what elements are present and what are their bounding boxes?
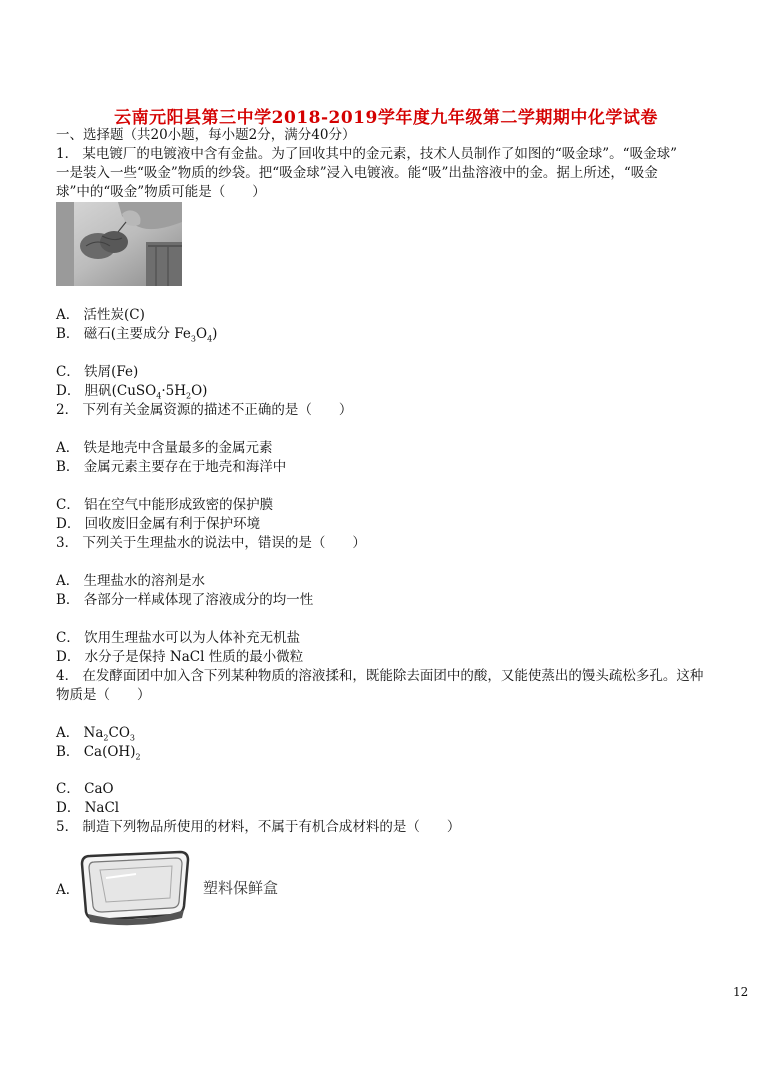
q2-stem: 2． 下列有关金属资源的描述不正确的是（ ） [56,402,353,418]
page-title: 云南元阳县第三中学2018-2019学年度九年级第二学期期中化学试卷 [114,108,658,128]
q5-option-a-label: A． [56,882,80,898]
q4-option-c: C． CaO [56,781,114,797]
q4-stem-line-1: 4． 在发酵面团中加入含下列某种物质的溶液揉和，既能除去面团中的酸，又能使蒸出的馒头疏松多孔。这种 [56,668,704,684]
q4-stem-line-2: 物质是（ ） [56,687,151,703]
q3-option-c: C． 饮用生理盐水可以为人体补充无机盐 [56,630,301,646]
section-heading: 一、选择题（共20小题，每小题2分，满分40分） [56,127,356,143]
q2-option-d: D． 回收废旧金属有利于保护环境 [56,516,261,532]
q1-stem-line-3: 球”中的“吸金”物质可能是（ ） [56,184,266,200]
q3-stem: 3． 下列关于生理盐水的说法中，错误的是（ ） [56,535,366,551]
q1-stem-line-1: 1． 某电镀厂的电镀液中含有金盐。为了回收其中的金元素，技术人员制作了如图的“吸金球”。“吸金球” [56,146,677,162]
q1-option-d: D． 胆矾$(CuSO_4\cdot 5H_2O)$ [56,383,208,401]
q2-option-c: C． 铝在空气中能形成致密的保护膜 [56,497,274,513]
page-number: 12 [733,985,749,999]
plastic-container-image [76,848,192,926]
plastic-container-caption: 塑料保鲜盒 [203,879,279,897]
q1-stem-line-2: 一是装入一些“吸金”物质的纱袋。把“吸金球”浸入电镀液。能“吸”出盐溶液中的金。据上所述，“吸金 [56,165,658,181]
q4-option-a: A． $Na_2CO_3$ [56,725,135,743]
q4-option-d: D． NaCl [56,800,120,816]
q4-option-b: B． $Ca(OH)_2$ [56,744,141,762]
q1-option-a: A． 活性炭(C) [56,307,145,323]
q1-option-b: B． 磁石(主要成分 $Fe_3O_4$) [56,326,218,344]
q3-option-a: A． 生理盐水的溶剂是水 [56,573,206,589]
q3-option-d: D． 水分子是保持 NaCl 性质的最小微粒 [56,649,304,665]
q2-option-b: B． 金属元素主要存在于地壳和海洋中 [56,459,287,475]
q5-stem: 5． 制造下列物品所使用的材料，不属于有机合成材料的是（ ） [56,819,461,835]
q3-option-b: B． 各部分一样咸体现了溶液成分的均一性 [56,592,314,608]
gold-absorbing-ball-photo [56,202,182,286]
q2-option-a: A． 铁是地壳中含量最多的金属元素 [56,440,273,456]
q1-option-c: C． 铁屑(Fe) [56,364,139,380]
